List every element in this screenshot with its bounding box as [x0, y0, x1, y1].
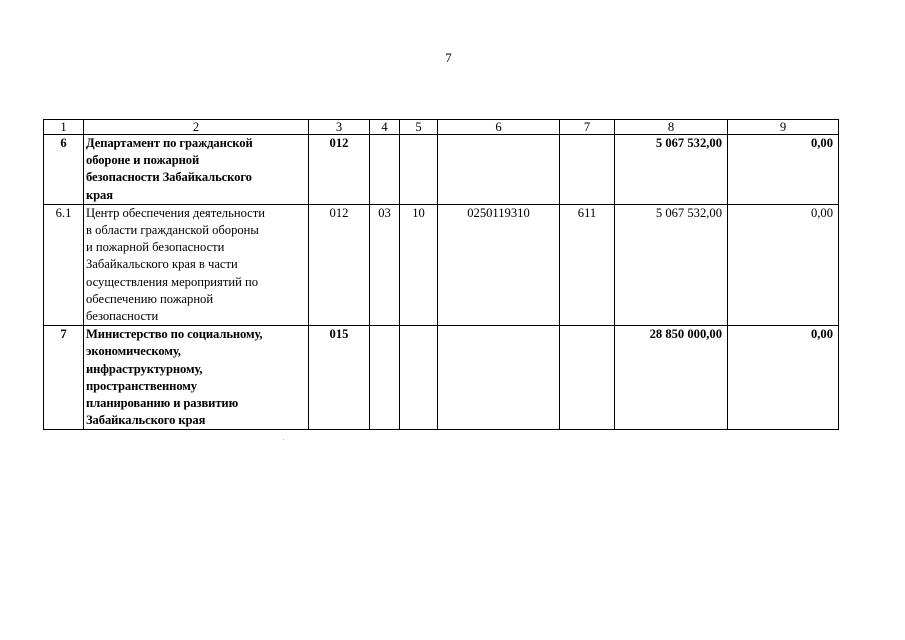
table-row: [44, 326, 839, 430]
row-col-4: [370, 135, 400, 205]
row-col-4: [370, 326, 400, 430]
row-col-3: 015: [309, 326, 370, 430]
row-col-8: 5 067 532,00: [615, 204, 728, 325]
header-cell-4: 4: [370, 120, 400, 135]
page-number: 7: [445, 50, 452, 65]
row-col-7: 611: [560, 204, 615, 325]
row-name-text: Министерство по социальному, экономическому, инфраструктурному, пространственному планированию и развитию Забайкальского края: [86, 327, 263, 428]
row-col-9: 0,00: [728, 204, 839, 325]
header-cell-6: 6: [438, 120, 560, 135]
row-name-text: Департамент по гражданской обороне и пожарной безопасности Забайкальского края: [86, 136, 253, 202]
row-col-8: 28 850 000,00: [615, 326, 728, 430]
header-cell-9: 9: [728, 120, 839, 135]
row-col-9: 0,00: [728, 326, 839, 430]
row-col-5: [400, 326, 438, 430]
row-name: [84, 135, 309, 205]
row-col-6: [438, 135, 560, 205]
row-col-4: 03: [370, 204, 400, 325]
table-header-row: [44, 120, 839, 135]
row-col-7: [560, 135, 615, 205]
row-col-6: [438, 326, 560, 430]
row-number: 6: [44, 135, 84, 205]
row-col-3: 012: [309, 135, 370, 205]
header-cell-1: 1: [44, 120, 84, 135]
row-name: [84, 326, 309, 430]
header-cell-8: 8: [615, 120, 728, 135]
table-row: [44, 204, 839, 325]
budget-table: [43, 119, 839, 430]
header-cell-3: 3: [309, 120, 370, 135]
header-cell-2: 2: [84, 120, 309, 135]
row-col-3: 012: [309, 204, 370, 325]
table-row: [44, 135, 839, 205]
row-col-8: 5 067 532,00: [615, 135, 728, 205]
row-col-9: 0,00: [728, 135, 839, 205]
row-col-5: 10: [400, 204, 438, 325]
header-cell-7: 7: [560, 120, 615, 135]
row-number: 7: [44, 326, 84, 430]
row-name-text: Центр обеспечения деятельности в области гражданской обороны и пожарной безопасности Забайкальского края в части осуществления мероприятий по обеспечению пожарной безопасности: [86, 205, 266, 324]
row-col-7: [560, 326, 615, 430]
row-col-5: [400, 135, 438, 205]
row-name: [84, 204, 309, 325]
scan-speck: [283, 439, 284, 440]
row-col-6: 0250119310: [438, 204, 560, 325]
header-cell-5: 5: [400, 120, 438, 135]
row-number: 6.1: [44, 204, 84, 325]
